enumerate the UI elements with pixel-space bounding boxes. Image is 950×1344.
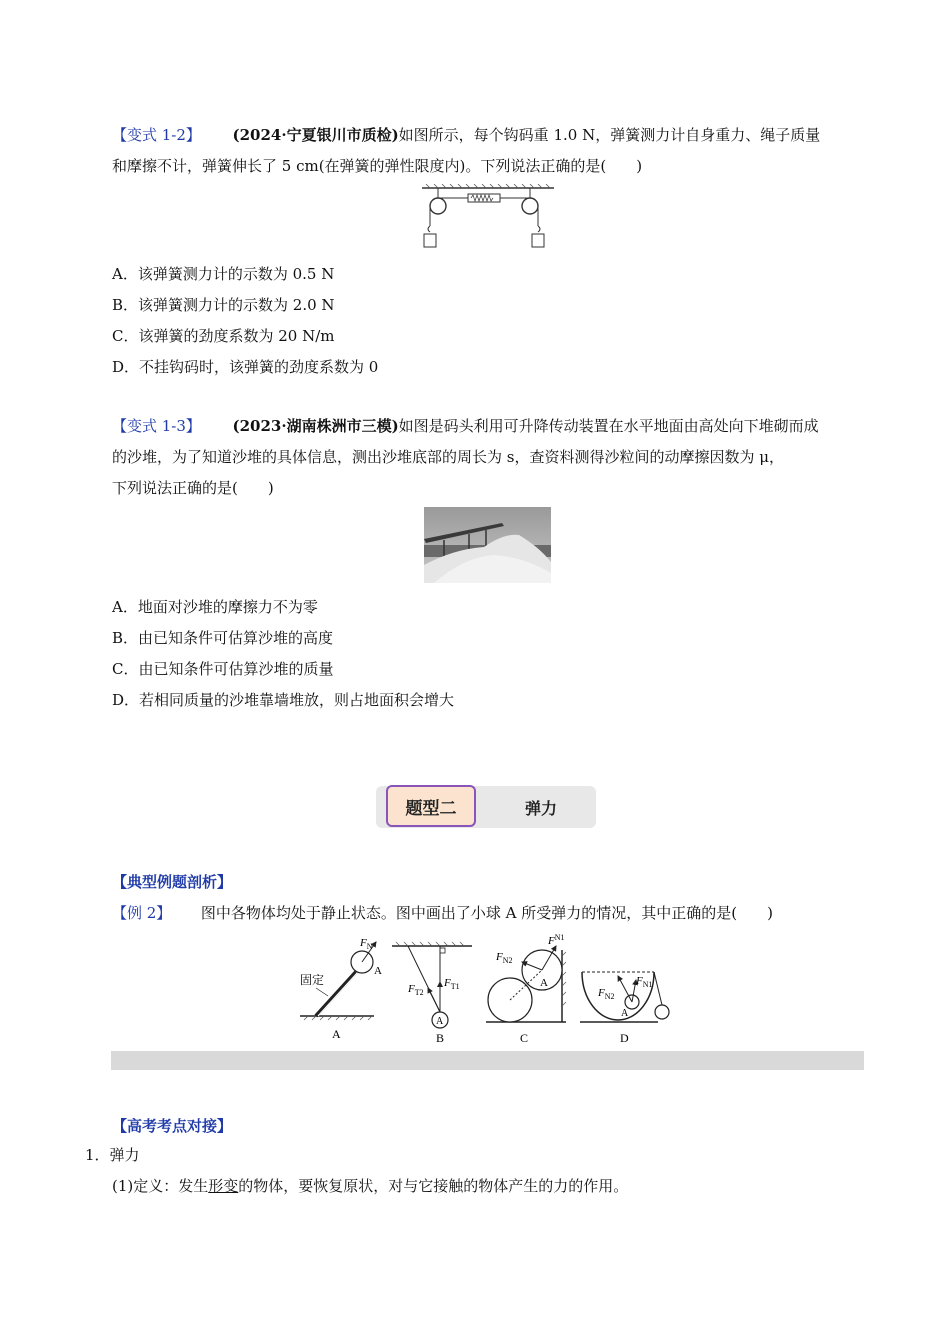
panel-b-ball-label: A [436, 1016, 444, 1027]
section-banner [376, 786, 596, 828]
banner-title: 弹力 [524, 798, 557, 818]
variant-1-3-option-a: A．地面对沙堆的摩擦力不为零 [112, 598, 318, 616]
panel-d-ball-label: A [621, 1008, 629, 1019]
example-heading: 【典型例题剖析】 [112, 873, 233, 891]
variant-1-3-line1 [112, 415, 819, 437]
variant-1-3-line2: 的沙堆，为了知道沙堆的具体信息，测出沙堆底部的周长为 s，查资料测得沙粒间的动摩擦因数为 μ， [112, 448, 784, 466]
variant-1-2-source: (2024·宁夏银川市质检) [232, 126, 399, 144]
elastic-force-figure [296, 930, 676, 1046]
panel-c-ball-label: A [540, 977, 548, 989]
panel-b-ft2-label: $F_{T2}$ [408, 983, 424, 997]
panel-a-fixed-label: 固定 [300, 973, 325, 987]
panel-a-fn-label: $F_N$ [360, 937, 373, 951]
panel-b-ft1-label: $F_{T1}$ [444, 977, 460, 991]
sand-pile-photo [424, 507, 551, 583]
variant-1-3-option-d: D．若相同质量的沙堆靠墙堆放，则占地面积会增大 [112, 691, 455, 709]
pulley-spring-figure [418, 182, 558, 254]
panel-b [392, 942, 472, 1045]
point-1-number: 1． [85, 1146, 110, 1164]
panel-d-label: D [620, 1031, 629, 1045]
example-2-tag: 【例 2】 [112, 904, 172, 922]
panel-c-fn1-label: $F^{N1}$ [548, 933, 565, 947]
variant-1-3-source: (2023·湖南株洲市三模) [232, 417, 399, 435]
definition-underlined: 形变 [208, 1177, 239, 1195]
gaokao-heading: 【高考考点对接】 [112, 1117, 233, 1135]
panel-a-label: A [332, 1027, 341, 1041]
definition-suffix: 的物体，要恢复原状，对与它接触的物体产生的力的作用。 [238, 1177, 629, 1195]
example-2-text: 图中各物体均处于静止状态。图中画出了小球 A 所受弹力的情况，其中正确的是( ) [200, 904, 773, 922]
point-1 [85, 1144, 140, 1166]
example-2-line [112, 902, 773, 924]
panel-c-fn2-label: $F_{N2}$ [496, 951, 513, 965]
panel-d-fn2-label: $F_{N2}$ [598, 987, 615, 1001]
answer-placeholder-bar [111, 1051, 864, 1070]
panel-c-label: C [520, 1031, 529, 1045]
variant-1-3-option-c: C．由已知条件可估算沙堆的质量 [112, 660, 334, 678]
variant-1-2-text1: 如图所示，每个钩码重 1.0 N，弹簧测力计自身重力、绳子质量 [398, 126, 821, 144]
panel-b-label: B [436, 1031, 445, 1045]
point-1-title: 弹力 [109, 1146, 140, 1164]
panel-a-ball-label: A [374, 965, 382, 977]
variant-1-3-line3: 下列说法正确的是( ) [112, 479, 274, 497]
variant-1-2-line2: 和摩擦不计，弹簧伸长了 5 cm(在弹簧的弹性限度内)。下列说法正确的是( ) [112, 157, 643, 175]
panel-d-fn1-label: $F_{N1}$ [636, 975, 653, 989]
variant-1-3-tag: 【变式 1-3】 [112, 417, 201, 435]
definition-prefix: (1)定义：发生 [112, 1177, 209, 1195]
banner-tag: 题型二 [386, 785, 476, 827]
panel-d [580, 972, 669, 1045]
panel-a [300, 937, 382, 1041]
variant-1-2-option-a: A．该弹簧测力计的示数为 0.5 N [112, 265, 335, 283]
variant-1-2-option-d: D．不挂钩码时，该弹簧的劲度系数为 0 [112, 358, 379, 376]
variant-1-2-option-b: B．该弹簧测力计的示数为 2.0 N [112, 296, 335, 314]
variant-1-3-text1: 如图是码头利用可升降传动装置在水平地面由高处向下堆砌而成 [398, 417, 819, 435]
panel-c [486, 933, 566, 1045]
variant-1-3-option-b: B．由已知条件可估算沙堆的高度 [112, 629, 334, 647]
definition-line [112, 1175, 628, 1197]
variant-1-2-option-c: C．该弹簧的劲度系数为 20 N/m [112, 327, 335, 345]
variant-1-2-tag: 【变式 1-2】 [112, 126, 201, 144]
variant-1-2-line1 [112, 124, 820, 146]
